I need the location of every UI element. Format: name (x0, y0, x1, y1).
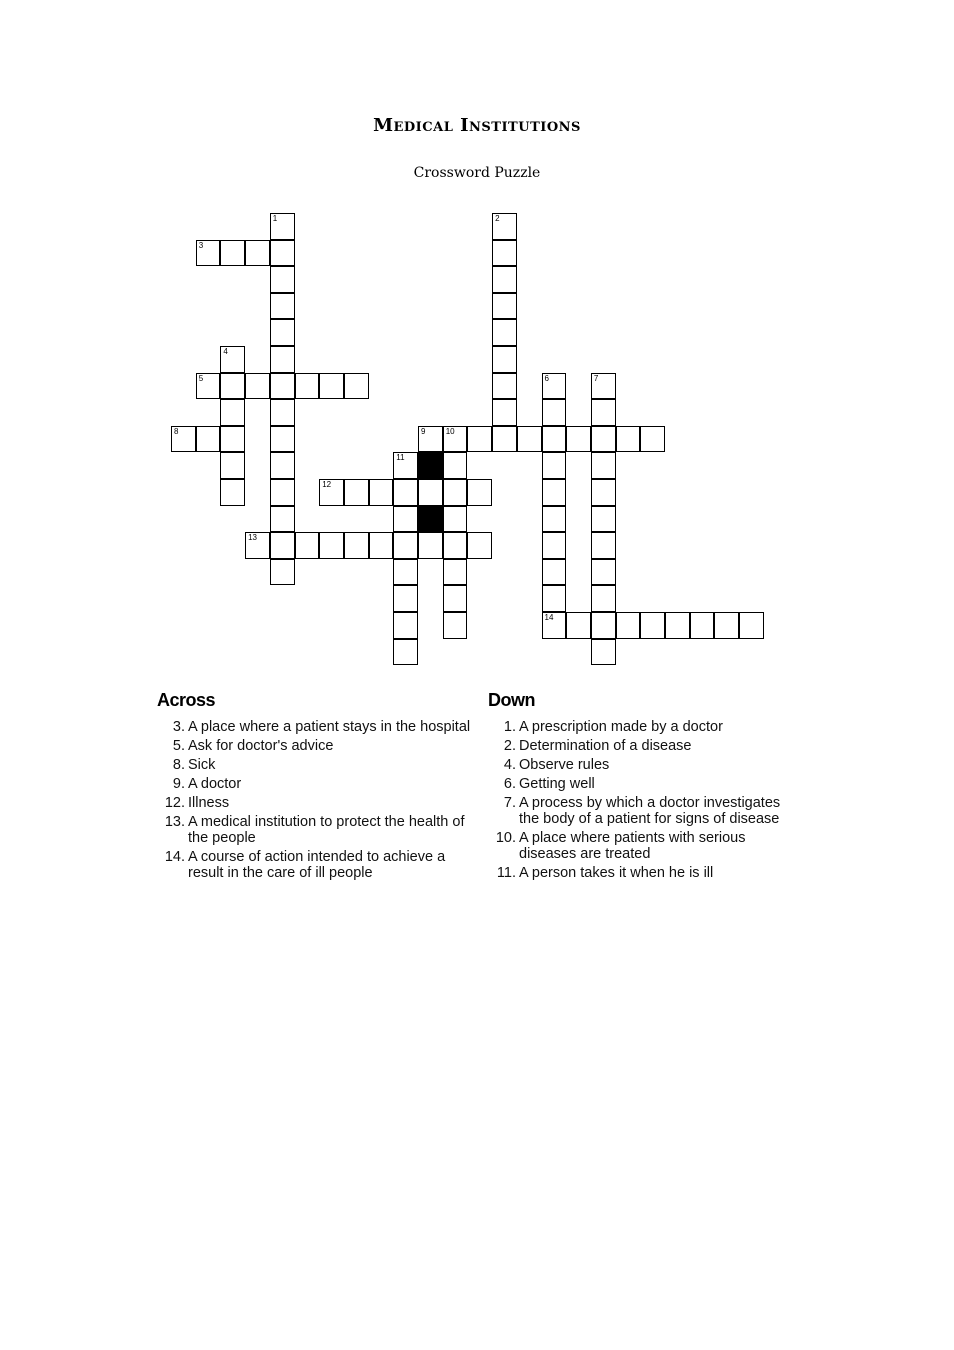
clue-text: A place where a patient stays in the hospital (188, 719, 471, 735)
grid-cell[interactable] (196, 426, 221, 453)
grid-cell[interactable] (270, 346, 295, 373)
grid-cell[interactable] (270, 266, 295, 293)
grid-cell[interactable] (591, 399, 616, 426)
across-clue (157, 738, 477, 754)
grid-cell[interactable] (591, 639, 616, 666)
grid-cell[interactable] (393, 532, 418, 559)
grid-cell[interactable] (517, 426, 542, 453)
clue-number: 9. (172, 776, 185, 792)
grid-cell[interactable] (245, 532, 270, 559)
grid-cell[interactable] (443, 532, 468, 559)
grid-cell[interactable] (270, 426, 295, 453)
grid-cell[interactable] (492, 213, 517, 240)
grid-cell[interactable] (220, 240, 245, 267)
grid-cell[interactable] (270, 240, 295, 267)
grid-cell[interactable] (591, 612, 616, 639)
clue-number: 4 (223, 347, 228, 356)
grid-cell[interactable] (344, 479, 369, 506)
grid-cell[interactable] (393, 506, 418, 533)
down-clue-list (488, 719, 788, 881)
grid-cell[interactable] (542, 479, 567, 506)
grid-cell[interactable] (270, 293, 295, 320)
down-clue (488, 865, 788, 881)
clue-number: 10 (445, 426, 455, 436)
grid-cell[interactable] (542, 559, 567, 586)
grid-cell[interactable] (591, 479, 616, 506)
clue-text: Getting well (519, 776, 595, 792)
grid-cell[interactable] (492, 426, 517, 453)
grid-cell[interactable] (542, 426, 567, 453)
across-clue-list (157, 719, 477, 881)
grid-cell[interactable] (591, 373, 616, 400)
clue-number: 13 (248, 533, 257, 543)
grid-cell[interactable] (220, 479, 245, 506)
clue-text: A place where patients with serious diseases are treated (519, 830, 746, 862)
clue-number: 8. (172, 757, 185, 773)
grid-cell[interactable] (492, 240, 517, 267)
grid-cell[interactable] (393, 479, 418, 506)
clue-number: 5. (172, 738, 185, 754)
black-cell (418, 506, 443, 533)
grid-cell[interactable] (220, 452, 245, 479)
clue-text: Observe rules (519, 757, 610, 773)
grid-cell[interactable] (542, 399, 567, 426)
clue-number: 8 (174, 426, 179, 436)
grid-cell[interactable] (443, 479, 468, 506)
down-clues (488, 690, 788, 884)
clue-text: Determination of a disease (519, 738, 692, 754)
grid-cell[interactable] (443, 452, 468, 479)
grid-cell[interactable] (270, 373, 295, 400)
clue-number: 13. (164, 814, 185, 830)
down-clue (488, 830, 788, 862)
grid-cell[interactable] (616, 612, 641, 639)
black-cell (418, 452, 443, 479)
grid-cell[interactable] (270, 559, 295, 586)
clue-text: Sick (188, 757, 216, 773)
down-clue (488, 719, 788, 735)
grid-cell[interactable] (344, 532, 369, 559)
grid-cell[interactable] (591, 426, 616, 453)
clue-number: 12. (164, 795, 185, 811)
across-clue (157, 757, 477, 773)
clue-number: 7 (593, 373, 599, 383)
down-clue (488, 738, 788, 754)
grid-cell[interactable] (319, 373, 344, 400)
grid-cell[interactable] (467, 532, 492, 559)
grid-cell[interactable] (270, 532, 295, 559)
clue-number: 11. (496, 865, 516, 881)
grid-cell[interactable] (443, 426, 468, 453)
clue-number: 6. (503, 776, 516, 792)
grid-cell[interactable] (566, 426, 591, 453)
across-clue (157, 795, 477, 811)
clue-number: 1. (503, 719, 516, 735)
grid-cell[interactable] (220, 373, 245, 400)
grid-cell[interactable] (542, 532, 567, 559)
clue-text: A course of action intended to achieve a result in the care of ill people (188, 849, 446, 881)
across-clue (157, 719, 477, 735)
clue-number: 6 (544, 373, 549, 383)
down-clue (488, 795, 788, 827)
clue-number: 11 (396, 453, 405, 463)
clue-number: 3. (172, 719, 185, 735)
puzzle-title: Medical Institutions (373, 115, 581, 136)
grid-cell[interactable] (220, 426, 245, 453)
clue-text: A doctor (188, 776, 242, 792)
grid-cell[interactable] (295, 532, 320, 559)
clue-number: 4. (503, 757, 516, 773)
grid-cell[interactable] (542, 373, 567, 400)
grid-cell[interactable] (690, 612, 715, 639)
grid-cell[interactable] (418, 426, 443, 453)
down-heading: Down (488, 690, 535, 710)
clue-text: A medical institution to protect the health of the people (188, 814, 465, 846)
grid-cell[interactable] (714, 612, 739, 639)
grid-cell[interactable] (443, 506, 468, 533)
grid-cell[interactable] (467, 426, 492, 453)
grid-cell[interactable] (616, 426, 641, 453)
clue-number: 3 (198, 240, 204, 250)
grid-cell[interactable] (245, 240, 270, 267)
grid-cell[interactable] (393, 585, 418, 612)
grid-cell[interactable] (418, 532, 443, 559)
clue-number: 14 (544, 613, 554, 622)
clue-text: A person takes it when he is ill (519, 865, 714, 881)
grid-cell[interactable] (220, 399, 245, 426)
grid-cell[interactable] (492, 399, 517, 426)
across-clue (157, 776, 477, 792)
grid-cell[interactable] (393, 559, 418, 586)
grid-cell[interactable] (443, 612, 468, 639)
grid-cell[interactable] (443, 585, 468, 612)
clue-number: 7. (503, 795, 516, 811)
grid-cell[interactable] (591, 532, 616, 559)
grid-cell[interactable] (492, 319, 517, 346)
grid-cell[interactable] (196, 373, 221, 400)
grid-cell[interactable] (492, 346, 517, 373)
across-heading: Across (157, 690, 216, 710)
grid-cell[interactable] (542, 585, 567, 612)
grid-cell[interactable] (739, 612, 764, 639)
grid-cell[interactable] (665, 612, 690, 639)
grid-cell[interactable] (591, 506, 616, 533)
grid-cell[interactable] (270, 479, 295, 506)
grid-cell[interactable] (245, 373, 270, 400)
grid-cell[interactable] (393, 639, 418, 666)
grid-cell[interactable] (196, 240, 221, 267)
clue-number: 1 (272, 214, 278, 223)
clue-number: 9 (421, 426, 426, 436)
clue-number: 2 (495, 214, 500, 223)
grid-cell[interactable] (542, 506, 567, 533)
grid-cell[interactable] (393, 452, 418, 479)
puzzle-subtitle: Crossword Puzzle (413, 165, 541, 181)
grid-cell[interactable] (492, 266, 517, 293)
clue-number: 2. (503, 738, 516, 754)
grid-cell[interactable] (270, 213, 295, 240)
grid-cell[interactable] (344, 373, 369, 400)
grid-cell[interactable] (270, 399, 295, 426)
grid-cell[interactable] (270, 452, 295, 479)
grid-cell[interactable] (591, 585, 616, 612)
grid-cell[interactable] (443, 559, 468, 586)
clue-number: 14. (164, 849, 185, 865)
grid-cell[interactable] (319, 532, 344, 559)
grid-cell[interactable] (591, 452, 616, 479)
grid-cell[interactable] (492, 293, 517, 320)
grid-cell[interactable] (319, 479, 344, 506)
grid-cell[interactable] (542, 452, 567, 479)
grid-cell[interactable] (418, 479, 443, 506)
down-clue (488, 757, 788, 773)
clue-text: A prescription made by a doctor (519, 719, 723, 735)
clue-number: 5 (198, 373, 204, 383)
clue-text: Ask for doctor's advice (188, 738, 334, 754)
across-clues (157, 690, 477, 884)
grid-cell[interactable] (467, 479, 492, 506)
grid-cell[interactable] (220, 346, 245, 373)
across-clue (157, 814, 477, 846)
grid-cell[interactable] (270, 506, 295, 533)
grid-cell[interactable] (542, 612, 567, 639)
grid-cell[interactable] (640, 612, 665, 639)
across-clue (157, 849, 477, 881)
grid-cell[interactable] (295, 373, 320, 400)
grid-cell[interactable] (369, 479, 394, 506)
grid-cell[interactable] (640, 426, 665, 453)
clue-number: 10. (495, 830, 516, 846)
grid-cell[interactable] (171, 426, 196, 453)
grid-cell[interactable] (591, 559, 616, 586)
grid-cell[interactable] (270, 319, 295, 346)
clue-number: 12 (322, 480, 332, 489)
grid-cell[interactable] (369, 532, 394, 559)
grid-cell[interactable] (566, 612, 591, 639)
grid-cell[interactable] (393, 612, 418, 639)
clue-text: Illness (188, 795, 230, 811)
grid-cell[interactable] (492, 373, 517, 400)
clue-text: A process by which a doctor investigates the body of a patient for signs of disease (519, 795, 781, 827)
down-clue (488, 776, 788, 792)
